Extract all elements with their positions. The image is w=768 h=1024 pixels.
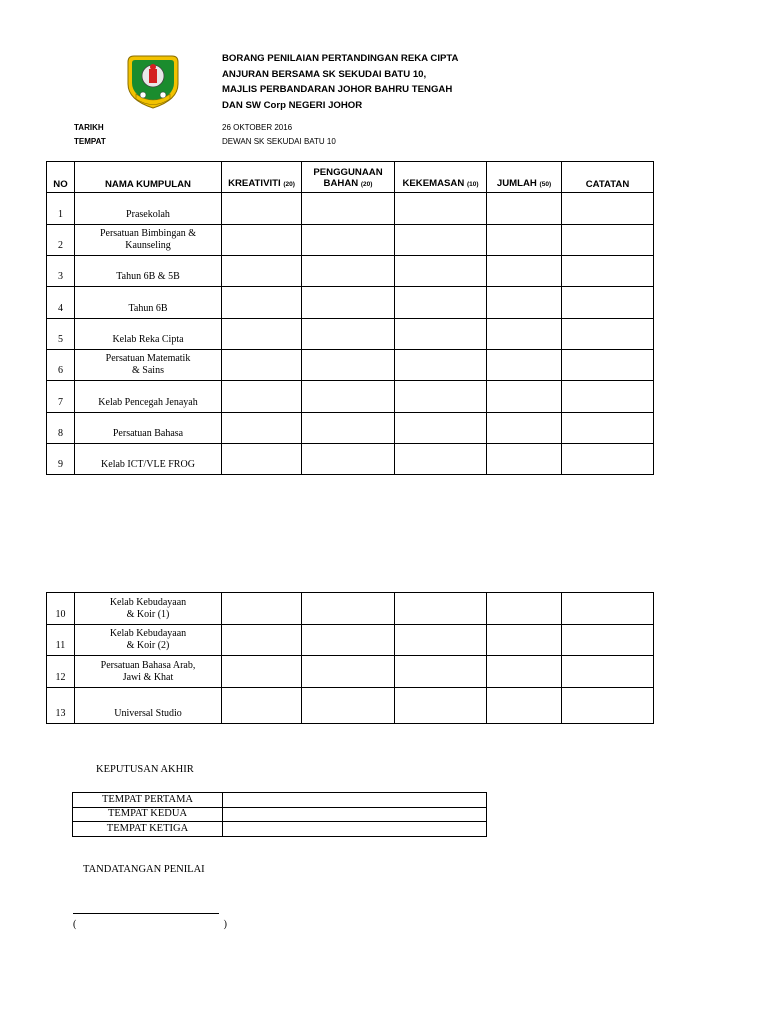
jumlah-score-cell[interactable] (487, 656, 562, 688)
catatan-cell[interactable] (562, 350, 654, 381)
header-kreativiti: KREATIVITI (20) (222, 162, 302, 193)
kekemasan-score-cell[interactable] (395, 413, 487, 444)
table-row (47, 625, 654, 656)
kekemasan-score-cell[interactable] (395, 193, 487, 225)
kekemasan-score-cell[interactable] (395, 688, 487, 724)
table-row (47, 413, 654, 444)
catatan-cell[interactable] (562, 381, 654, 413)
header-kekemasan: KEKEMASAN (10) (395, 162, 487, 193)
keputusan-akhir-heading: KEPUTUSAN AKHIR (96, 764, 194, 775)
kreativiti-score-cell[interactable] (222, 381, 302, 413)
group-name (75, 688, 222, 724)
catatan-cell[interactable] (562, 444, 654, 475)
group-name-line-1: Persatuan Bahasa Arab, (100, 660, 196, 671)
header-penggunaan-bahan: PENGGUNAAN BAHAN (20) (302, 162, 395, 193)
form-title-block (222, 51, 458, 113)
tarikh-label: TARIKH (74, 123, 104, 132)
penggunaan-bahan-score-cell[interactable] (302, 256, 395, 287)
form-title-line-4: DAN SW Corp NEGERI JOHOR (222, 99, 363, 111)
form-title-line-3: MAJLIS PERBANDARAN JOHOR BAHRU TENGAH (222, 84, 453, 95)
row-number: 8 (47, 413, 75, 444)
kekemasan-score-cell[interactable] (395, 656, 487, 688)
group-name (75, 444, 222, 475)
kreativiti-score-cell[interactable] (222, 256, 302, 287)
result-row (73, 822, 487, 837)
school-crest-logo (122, 50, 184, 112)
group-name-line-1: Kelab Reka Cipta (112, 334, 184, 345)
tarikh-value: 26 OKTOBER 2016 (222, 123, 293, 132)
event-details (74, 121, 336, 149)
row-number: 6 (47, 350, 75, 381)
row-number: 5 (47, 319, 75, 350)
table-row (47, 287, 654, 319)
kekemasan-score-cell[interactable] (395, 350, 487, 381)
penggunaan-bahan-score-cell[interactable] (302, 413, 395, 444)
jumlah-score-cell[interactable] (487, 381, 562, 413)
place-label: TEMPAT KEDUA (73, 807, 223, 822)
table-row (47, 225, 654, 256)
kreativiti-score-cell[interactable] (222, 287, 302, 319)
group-name-line-1: Kelab Kebudayaan (109, 628, 187, 639)
form-title-line-2: ANJURAN BERSAMA SK SEKUDAI BATU 10, (222, 68, 427, 80)
group-name-line-1: Kelab ICT/VLE FROG (101, 459, 195, 470)
kreativiti-score-cell[interactable] (222, 444, 302, 475)
penggunaan-bahan-score-cell[interactable] (302, 381, 395, 413)
penggunaan-bahan-score-cell[interactable] (302, 350, 395, 381)
jumlah-score-cell[interactable] (487, 287, 562, 319)
kekemasan-score-cell[interactable] (395, 287, 487, 319)
kreativiti-score-cell[interactable] (222, 688, 302, 724)
group-name-line-1: Kelab Pencegah Jenayah (98, 397, 198, 408)
place-value-cell[interactable] (223, 822, 487, 837)
tempat-value: DEWAN SK SEKUDAI BATU 10 (222, 137, 336, 146)
kekemasan-score-cell[interactable] (395, 625, 487, 656)
place-label: TEMPAT PERTAMA (73, 793, 223, 808)
group-name (75, 287, 222, 319)
jumlah-score-cell[interactable] (487, 225, 562, 256)
row-number: 4 (47, 287, 75, 319)
kekemasan-score-cell[interactable] (395, 319, 487, 350)
penggunaan-bahan-score-cell[interactable] (302, 193, 395, 225)
jumlah-score-cell[interactable] (487, 193, 562, 225)
group-name-line-2: & Koir (1) (126, 609, 170, 620)
table-row (47, 193, 654, 225)
catatan-cell[interactable] (562, 688, 654, 724)
jumlah-score-cell[interactable] (487, 593, 562, 625)
table-row (47, 688, 654, 724)
table-header-row (47, 162, 654, 193)
table-row (47, 319, 654, 350)
place-value-cell[interactable] (223, 807, 487, 822)
row-number: 11 (47, 625, 75, 656)
catatan-cell[interactable] (562, 193, 654, 225)
group-name-line-1: Persatuan Matematik (105, 353, 191, 364)
result-row (73, 807, 487, 822)
penggunaan-bahan-score-cell[interactable] (302, 688, 395, 724)
form-title-line-1: BORANG PENILAIAN PERTANDINGAN REKA CIPTA (222, 53, 459, 64)
group-name-line-2: & Sains (132, 365, 164, 376)
row-number: 7 (47, 381, 75, 413)
signature-name-brackets (73, 919, 227, 930)
kreativiti-score-cell[interactable] (222, 193, 302, 225)
kekemasan-score-cell[interactable] (395, 225, 487, 256)
result-row (73, 793, 487, 808)
group-name (75, 350, 222, 381)
jumlah-score-cell[interactable] (487, 688, 562, 724)
group-name (75, 656, 222, 688)
penggunaan-bahan-score-cell[interactable] (302, 625, 395, 656)
kreativiti-score-cell[interactable] (222, 656, 302, 688)
group-name-line-2: Kaunseling (125, 240, 171, 251)
row-number: 9 (47, 444, 75, 475)
catatan-cell[interactable] (562, 413, 654, 444)
group-name (75, 381, 222, 413)
row-number: 13 (47, 688, 75, 724)
penggunaan-bahan-score-cell[interactable] (302, 444, 395, 475)
row-number: 10 (47, 593, 75, 625)
group-name (75, 593, 222, 625)
jumlah-score-cell[interactable] (487, 413, 562, 444)
group-name (75, 225, 222, 256)
score-table-continued (46, 592, 654, 724)
jumlah-score-cell[interactable] (487, 350, 562, 381)
row-number: 3 (47, 256, 75, 287)
score-table (46, 161, 654, 475)
kreativiti-score-cell[interactable] (222, 413, 302, 444)
penggunaan-bahan-score-cell[interactable] (302, 287, 395, 319)
header-no: NO (47, 162, 75, 193)
group-name-line-2: & Koir (2) (126, 640, 170, 651)
group-name (75, 625, 222, 656)
final-result-table (72, 792, 487, 837)
close-bracket: ) (223, 919, 227, 930)
kreativiti-score-cell[interactable] (222, 225, 302, 256)
row-number: 2 (47, 225, 75, 256)
tempat-label: TEMPAT (74, 137, 106, 146)
penggunaan-bahan-score-cell[interactable] (302, 225, 395, 256)
header-nama-kumpulan: NAMA KUMPULAN (75, 162, 222, 193)
kreativiti-score-cell[interactable] (222, 625, 302, 656)
catatan-cell[interactable] (562, 593, 654, 625)
jumlah-score-cell[interactable] (487, 256, 562, 287)
place-label: TEMPAT KETIGA (73, 822, 223, 837)
kekemasan-score-cell[interactable] (395, 444, 487, 475)
header-jumlah: JUMLAH (50) (487, 162, 562, 193)
kreativiti-score-cell[interactable] (222, 593, 302, 625)
kreativiti-score-cell[interactable] (222, 319, 302, 350)
penggunaan-bahan-score-cell[interactable] (302, 319, 395, 350)
place-value-cell[interactable] (223, 793, 487, 808)
table-row (47, 444, 654, 475)
group-name-line-1: Persatuan Bahasa (112, 428, 184, 439)
row-number: 1 (47, 193, 75, 225)
catatan-cell[interactable] (562, 287, 654, 319)
group-name-line-1: Kelab Kebudayaan (109, 597, 187, 608)
group-name-line-1: Tahun 6B & 5B (116, 271, 180, 282)
open-bracket: ( (73, 919, 77, 930)
catatan-cell[interactable] (562, 256, 654, 287)
jumlah-score-cell[interactable] (487, 625, 562, 656)
catatan-cell[interactable] (562, 319, 654, 350)
kekemasan-score-cell[interactable] (395, 381, 487, 413)
header-catatan: CATATAN (562, 162, 654, 193)
jumlah-score-cell[interactable] (487, 444, 562, 475)
group-name (75, 256, 222, 287)
table-row (47, 350, 654, 381)
table-row (47, 381, 654, 413)
kreativiti-score-cell[interactable] (222, 350, 302, 381)
group-name (75, 319, 222, 350)
group-name-line-2: Jawi & Khat (122, 672, 174, 683)
table-row (47, 593, 654, 625)
kekemasan-score-cell[interactable] (395, 256, 487, 287)
signature-label: TANDATANGAN PENILAI (83, 864, 205, 875)
jumlah-score-cell[interactable] (487, 319, 562, 350)
group-name-line-1: Prasekolah (126, 209, 170, 220)
penggunaan-bahan-score-cell[interactable] (302, 593, 395, 625)
catatan-cell[interactable] (562, 656, 654, 688)
signature-line[interactable] (73, 913, 219, 914)
kekemasan-score-cell[interactable] (395, 593, 487, 625)
catatan-cell[interactable] (562, 625, 654, 656)
penggunaan-bahan-score-cell[interactable] (302, 656, 395, 688)
catatan-cell[interactable] (562, 225, 654, 256)
table-row (47, 256, 654, 287)
group-name (75, 193, 222, 225)
group-name-line-1: Universal Studio (114, 708, 182, 719)
group-name (75, 413, 222, 444)
group-name-line-1: Tahun 6B (128, 303, 168, 314)
table-row (47, 656, 654, 688)
row-number: 12 (47, 656, 75, 688)
group-name-line-1: Persatuan Bimbingan & (99, 228, 197, 239)
